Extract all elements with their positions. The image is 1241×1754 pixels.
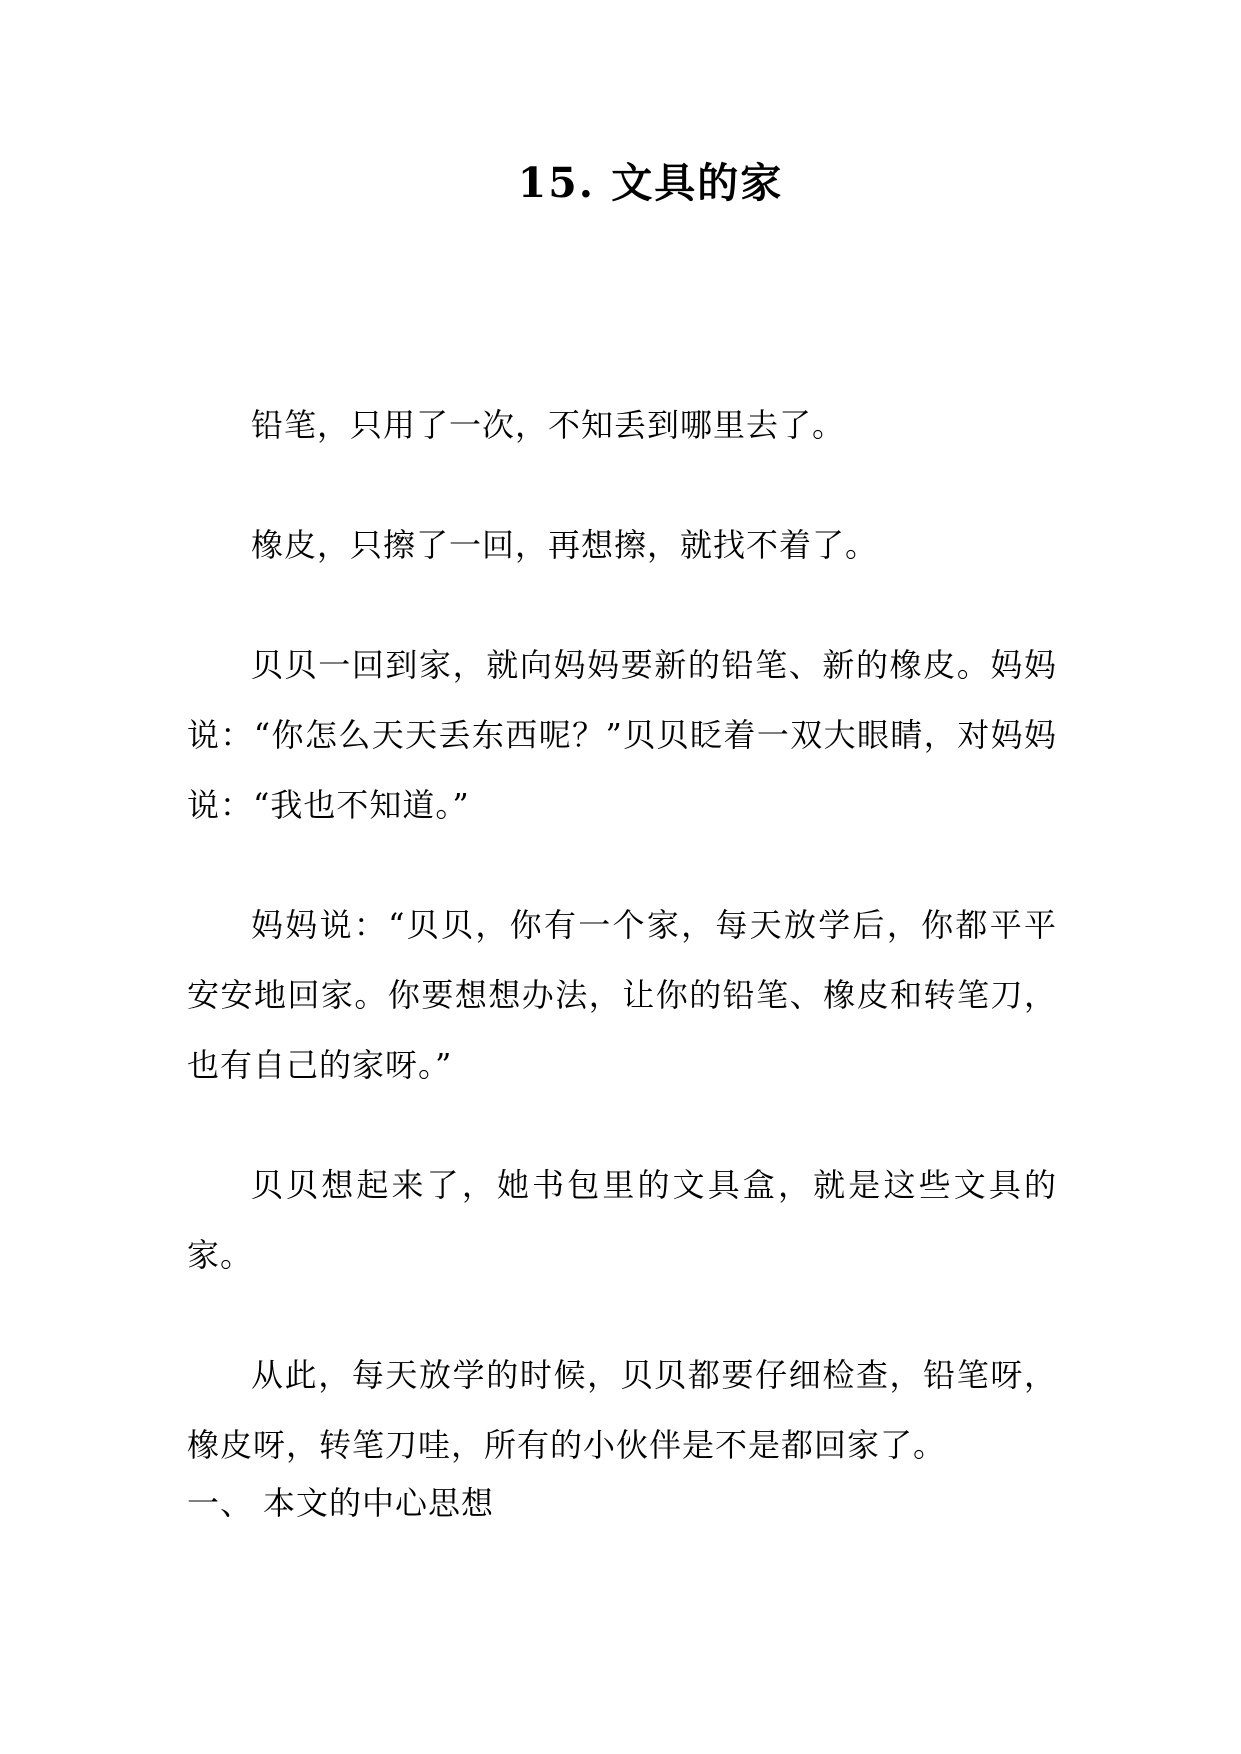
- document-title: 15. 文具的家: [517, 159, 784, 207]
- story-paragraph-3: 贝贝一回到家，就向妈妈要新的铅笔、新的橡皮。妈妈说：“你怎么天天丢东西呢？”贝贝眨着一双大眼睛，对妈妈说：“我也不知道。”: [187, 646, 1057, 824]
- story-paragraph-5: 贝贝想起来了，她书包里的文具盒，就是这些文具的家。: [187, 1166, 1057, 1274]
- section-label: 本文的中心思想: [263, 1484, 495, 1522]
- story-body: [187, 390, 1057, 1530]
- section-heading: [187, 1468, 494, 1538]
- story-paragraph-4: 妈妈说：“贝贝，你有一个家，每天放学后，你都平平安安地回家。你要想想办法，让你的铅笔、橡皮和转笔刀，也有自己的家呀。”: [187, 906, 1057, 1084]
- story-paragraph-6: 从此，每天放学的时候，贝贝都要仔细检查，铅笔呀，橡皮呀，转笔刀哇，所有的小伙伴是不是都回家了。: [187, 1356, 1057, 1464]
- story-paragraph-1: 铅笔，只用了一次，不知丢到哪里去了。: [251, 406, 846, 444]
- story-paragraph-2: 橡皮，只擦了一回，再想擦，就找不着了。: [251, 526, 879, 564]
- section-number: 一、: [187, 1484, 254, 1522]
